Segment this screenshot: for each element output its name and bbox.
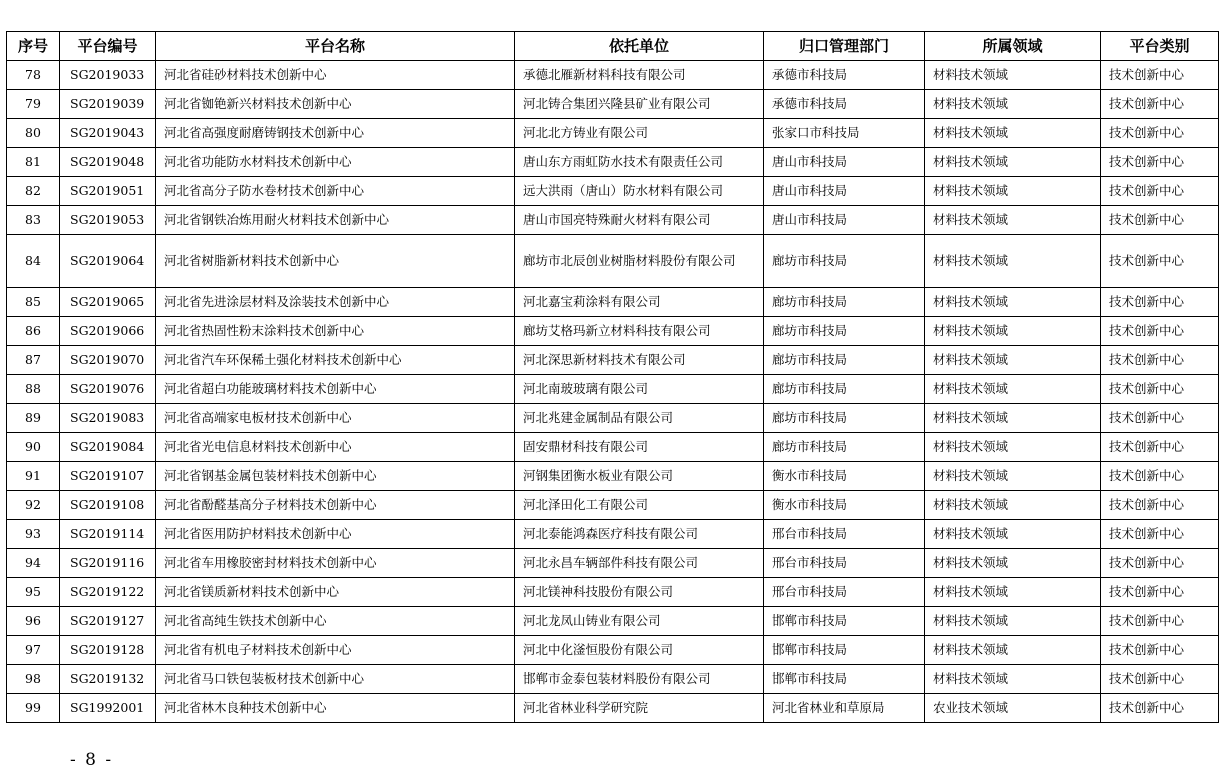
cell-field: 材料技术领域 xyxy=(925,520,1101,549)
cell-platform-code: SG2019132 xyxy=(60,665,156,694)
cell-field: 材料技术领域 xyxy=(925,433,1101,462)
cell-platform-name: 河北省高纯生铁技术创新中心 xyxy=(156,607,515,636)
cell-type: 技术创新中心 xyxy=(1101,491,1219,520)
cell-platform-name: 河北省林木良种技术创新中心 xyxy=(156,694,515,723)
header-field: 所属领域 xyxy=(925,32,1101,61)
cell-seq: 90 xyxy=(7,433,60,462)
cell-platform-code: SG2019048 xyxy=(60,148,156,177)
cell-platform-name: 河北省高强度耐磨铸钢技术创新中心 xyxy=(156,119,515,148)
cell-seq: 79 xyxy=(7,90,60,119)
cell-seq: 89 xyxy=(7,404,60,433)
cell-dept: 邢台市科技局 xyxy=(764,549,925,578)
cell-platform-code: SG2019114 xyxy=(60,520,156,549)
cell-platform-name: 河北省超白功能玻璃材料技术创新中心 xyxy=(156,375,515,404)
cell-seq: 97 xyxy=(7,636,60,665)
cell-type: 技术创新中心 xyxy=(1101,148,1219,177)
cell-type: 技术创新中心 xyxy=(1101,177,1219,206)
cell-seq: 93 xyxy=(7,520,60,549)
cell-seq: 85 xyxy=(7,288,60,317)
cell-field: 材料技术领域 xyxy=(925,491,1101,520)
table-row xyxy=(7,694,1219,723)
cell-type: 技术创新中心 xyxy=(1101,206,1219,235)
cell-field: 材料技术领域 xyxy=(925,61,1101,90)
cell-host-org: 承德北雁新材料科技有限公司 xyxy=(515,61,764,90)
table-row xyxy=(7,665,1219,694)
cell-dept: 廊坊市科技局 xyxy=(764,235,925,288)
header-type: 平台类别 xyxy=(1101,32,1219,61)
cell-dept: 承德市科技局 xyxy=(764,61,925,90)
cell-type: 技术创新中心 xyxy=(1101,607,1219,636)
cell-field: 材料技术领域 xyxy=(925,578,1101,607)
page-number: - 8 - xyxy=(70,750,114,770)
cell-platform-name: 河北省光电信息材料技术创新中心 xyxy=(156,433,515,462)
header-host-org: 依托单位 xyxy=(515,32,764,61)
table-row xyxy=(7,607,1219,636)
header-seq: 序号 xyxy=(7,32,60,61)
cell-platform-code: SG2019033 xyxy=(60,61,156,90)
cell-dept: 邢台市科技局 xyxy=(764,520,925,549)
cell-seq: 82 xyxy=(7,177,60,206)
cell-platform-name: 河北省有机电子材料技术创新中心 xyxy=(156,636,515,665)
cell-field: 材料技术领域 xyxy=(925,665,1101,694)
cell-platform-code: SG2019127 xyxy=(60,607,156,636)
cell-platform-code: SG2019084 xyxy=(60,433,156,462)
cell-host-org: 河北兆建金属制品有限公司 xyxy=(515,404,764,433)
cell-type: 技术创新中心 xyxy=(1101,433,1219,462)
cell-field: 材料技术领域 xyxy=(925,462,1101,491)
cell-platform-name: 河北省酚醛基高分子材料技术创新中心 xyxy=(156,491,515,520)
header-dept: 归口管理部门 xyxy=(764,32,925,61)
cell-host-org: 廊坊艾格玛新立材料科技有限公司 xyxy=(515,317,764,346)
cell-platform-code: SG2019066 xyxy=(60,317,156,346)
table-row xyxy=(7,61,1219,90)
cell-platform-name: 河北省功能防水材料技术创新中心 xyxy=(156,148,515,177)
cell-type: 技术创新中心 xyxy=(1101,375,1219,404)
cell-platform-name: 河北省硅砂材料技术创新中心 xyxy=(156,61,515,90)
table-row xyxy=(7,288,1219,317)
table-row xyxy=(7,462,1219,491)
table-row xyxy=(7,177,1219,206)
table-row xyxy=(7,491,1219,520)
cell-platform-code: SG2019051 xyxy=(60,177,156,206)
cell-seq: 80 xyxy=(7,119,60,148)
cell-type: 技术创新中心 xyxy=(1101,317,1219,346)
platform-table xyxy=(6,31,1219,723)
cell-platform-code: SG1992001 xyxy=(60,694,156,723)
cell-host-org: 河北龙凤山铸业有限公司 xyxy=(515,607,764,636)
cell-type: 技术创新中心 xyxy=(1101,119,1219,148)
cell-host-org: 唐山市国亮特殊耐火材料有限公司 xyxy=(515,206,764,235)
cell-seq: 92 xyxy=(7,491,60,520)
cell-platform-code: SG2019083 xyxy=(60,404,156,433)
cell-type: 技术创新中心 xyxy=(1101,578,1219,607)
cell-field: 材料技术领域 xyxy=(925,206,1101,235)
cell-platform-code: SG2019053 xyxy=(60,206,156,235)
cell-platform-name: 河北省先进涂层材料及涂装技术创新中心 xyxy=(156,288,515,317)
cell-dept: 张家口市科技局 xyxy=(764,119,925,148)
cell-platform-code: SG2019076 xyxy=(60,375,156,404)
cell-dept: 邯郸市科技局 xyxy=(764,636,925,665)
cell-type: 技术创新中心 xyxy=(1101,462,1219,491)
cell-platform-code: SG2019064 xyxy=(60,235,156,288)
table-row xyxy=(7,317,1219,346)
cell-field: 材料技术领域 xyxy=(925,235,1101,288)
cell-dept: 廊坊市科技局 xyxy=(764,404,925,433)
cell-host-org: 河北泽田化工有限公司 xyxy=(515,491,764,520)
cell-seq: 84 xyxy=(7,235,60,288)
cell-type: 技术创新中心 xyxy=(1101,404,1219,433)
cell-host-org: 远大洪雨（唐山）防水材料有限公司 xyxy=(515,177,764,206)
cell-dept: 唐山市科技局 xyxy=(764,148,925,177)
cell-type: 技术创新中心 xyxy=(1101,665,1219,694)
cell-platform-code: SG2019122 xyxy=(60,578,156,607)
cell-field: 材料技术领域 xyxy=(925,636,1101,665)
table-row xyxy=(7,375,1219,404)
cell-platform-name: 河北省树脂新材料技术创新中心 xyxy=(156,235,515,288)
cell-host-org: 河钢集团衡水板业有限公司 xyxy=(515,462,764,491)
cell-field: 材料技术领域 xyxy=(925,375,1101,404)
cell-field: 材料技术领域 xyxy=(925,119,1101,148)
cell-field: 材料技术领域 xyxy=(925,90,1101,119)
table-row xyxy=(7,148,1219,177)
cell-dept: 廊坊市科技局 xyxy=(764,288,925,317)
cell-platform-code: SG2019070 xyxy=(60,346,156,375)
cell-type: 技术创新中心 xyxy=(1101,636,1219,665)
cell-platform-name: 河北省钢基金属包装材料技术创新中心 xyxy=(156,462,515,491)
cell-field: 材料技术领域 xyxy=(925,607,1101,636)
table-row xyxy=(7,549,1219,578)
table-row xyxy=(7,578,1219,607)
cell-platform-code: SG2019128 xyxy=(60,636,156,665)
cell-host-org: 河北嘉宝莉涂料有限公司 xyxy=(515,288,764,317)
cell-host-org: 河北南玻玻璃有限公司 xyxy=(515,375,764,404)
cell-dept: 廊坊市科技局 xyxy=(764,375,925,404)
cell-platform-name: 河北省钢铁冶炼用耐火材料技术创新中心 xyxy=(156,206,515,235)
table-row xyxy=(7,520,1219,549)
cell-host-org: 河北深思新材料技术有限公司 xyxy=(515,346,764,375)
cell-platform-code: SG2019039 xyxy=(60,90,156,119)
cell-platform-code: SG2019107 xyxy=(60,462,156,491)
table-row xyxy=(7,404,1219,433)
cell-platform-code: SG2019043 xyxy=(60,119,156,148)
cell-dept: 邯郸市科技局 xyxy=(764,665,925,694)
header-platform-name: 平台名称 xyxy=(156,32,515,61)
cell-seq: 86 xyxy=(7,317,60,346)
cell-host-org: 固安鼎材科技有限公司 xyxy=(515,433,764,462)
cell-platform-name: 河北省医用防护材料技术创新中心 xyxy=(156,520,515,549)
table-row xyxy=(7,90,1219,119)
cell-platform-name: 河北省铷铯新兴材料技术创新中心 xyxy=(156,90,515,119)
cell-platform-name: 河北省高端家电板材技术创新中心 xyxy=(156,404,515,433)
cell-seq: 88 xyxy=(7,375,60,404)
cell-dept: 廊坊市科技局 xyxy=(764,317,925,346)
cell-field: 材料技术领域 xyxy=(925,317,1101,346)
cell-seq: 95 xyxy=(7,578,60,607)
cell-dept: 唐山市科技局 xyxy=(764,177,925,206)
cell-field: 农业技术领域 xyxy=(925,694,1101,723)
cell-field: 材料技术领域 xyxy=(925,549,1101,578)
cell-platform-code: SG2019108 xyxy=(60,491,156,520)
cell-dept: 衡水市科技局 xyxy=(764,491,925,520)
cell-seq: 99 xyxy=(7,694,60,723)
cell-type: 技术创新中心 xyxy=(1101,90,1219,119)
cell-host-org: 河北省林业科学研究院 xyxy=(515,694,764,723)
cell-seq: 96 xyxy=(7,607,60,636)
cell-seq: 87 xyxy=(7,346,60,375)
cell-platform-name: 河北省镁质新材料技术创新中心 xyxy=(156,578,515,607)
table-row xyxy=(7,346,1219,375)
cell-dept: 唐山市科技局 xyxy=(764,206,925,235)
cell-dept: 廊坊市科技局 xyxy=(764,346,925,375)
cell-platform-code: SG2019116 xyxy=(60,549,156,578)
cell-host-org: 廊坊市北辰创业树脂材料股份有限公司 xyxy=(515,235,764,288)
cell-type: 技术创新中心 xyxy=(1101,549,1219,578)
table-row xyxy=(7,119,1219,148)
cell-seq: 94 xyxy=(7,549,60,578)
cell-dept: 邯郸市科技局 xyxy=(764,607,925,636)
cell-field: 材料技术领域 xyxy=(925,288,1101,317)
cell-dept: 廊坊市科技局 xyxy=(764,433,925,462)
cell-platform-name: 河北省热固性粉末涂料技术创新中心 xyxy=(156,317,515,346)
cell-type: 技术创新中心 xyxy=(1101,61,1219,90)
cell-type: 技术创新中心 xyxy=(1101,346,1219,375)
cell-seq: 98 xyxy=(7,665,60,694)
cell-host-org: 河北泰能鸿森医疗科技有限公司 xyxy=(515,520,764,549)
cell-field: 材料技术领域 xyxy=(925,148,1101,177)
cell-dept: 河北省林业和草原局 xyxy=(764,694,925,723)
table-row xyxy=(7,206,1219,235)
cell-platform-name: 河北省汽车环保稀土强化材料技术创新中心 xyxy=(156,346,515,375)
header-platform-code: 平台编号 xyxy=(60,32,156,61)
cell-type: 技术创新中心 xyxy=(1101,235,1219,288)
cell-host-org: 河北铸合集团兴隆县矿业有限公司 xyxy=(515,90,764,119)
cell-seq: 78 xyxy=(7,61,60,90)
table-row xyxy=(7,235,1219,288)
cell-platform-code: SG2019065 xyxy=(60,288,156,317)
cell-host-org: 河北镁神科技股份有限公司 xyxy=(515,578,764,607)
cell-field: 材料技术领域 xyxy=(925,404,1101,433)
table-row xyxy=(7,636,1219,665)
cell-type: 技术创新中心 xyxy=(1101,520,1219,549)
cell-seq: 81 xyxy=(7,148,60,177)
cell-field: 材料技术领域 xyxy=(925,346,1101,375)
cell-field: 材料技术领域 xyxy=(925,177,1101,206)
cell-platform-name: 河北省车用橡胶密封材料技术创新中心 xyxy=(156,549,515,578)
cell-platform-name: 河北省高分子防水卷材技术创新中心 xyxy=(156,177,515,206)
table-row xyxy=(7,433,1219,462)
cell-dept: 衡水市科技局 xyxy=(764,462,925,491)
cell-seq: 83 xyxy=(7,206,60,235)
cell-seq: 91 xyxy=(7,462,60,491)
cell-host-org: 河北永昌车辆部件科技有限公司 xyxy=(515,549,764,578)
cell-host-org: 河北北方铸业有限公司 xyxy=(515,119,764,148)
cell-host-org: 邯郸市金泰包装材料股份有限公司 xyxy=(515,665,764,694)
table-header-row xyxy=(7,32,1219,61)
cell-host-org: 唐山东方雨虹防水技术有限责任公司 xyxy=(515,148,764,177)
cell-dept: 承德市科技局 xyxy=(764,90,925,119)
cell-platform-name: 河北省马口铁包装板材技术创新中心 xyxy=(156,665,515,694)
cell-type: 技术创新中心 xyxy=(1101,288,1219,317)
cell-host-org: 河北中化滏恒股份有限公司 xyxy=(515,636,764,665)
cell-type: 技术创新中心 xyxy=(1101,694,1219,723)
cell-dept: 邢台市科技局 xyxy=(764,578,925,607)
